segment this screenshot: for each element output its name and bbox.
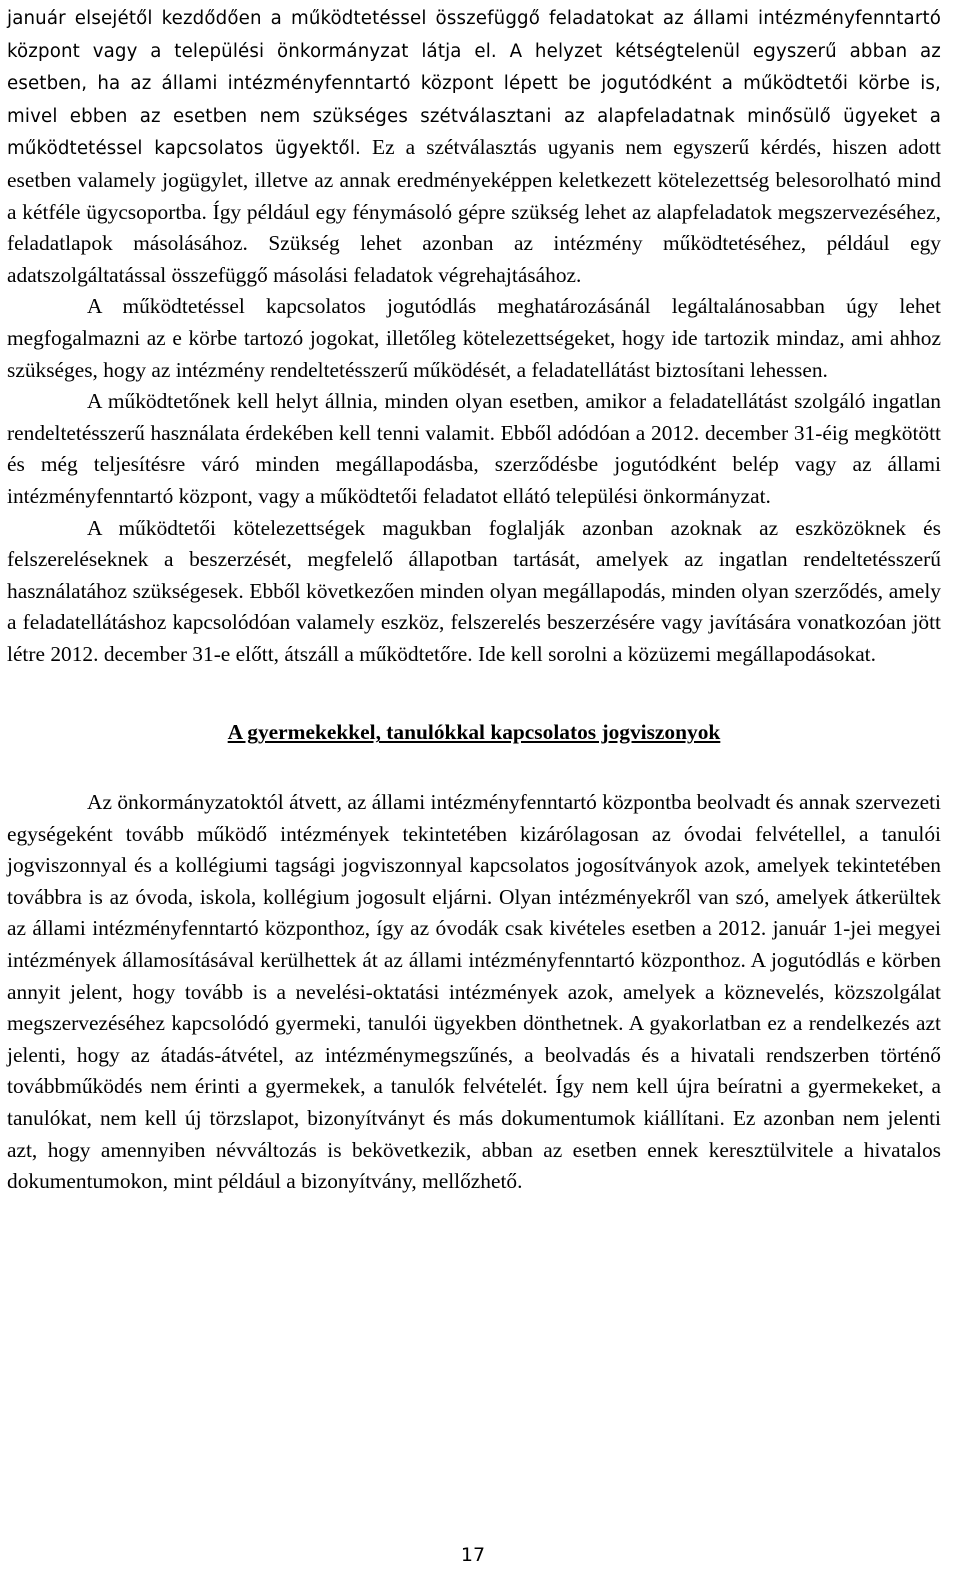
paragraph-5: Az önkormányzatoktól átvett, az állami intézményfenntartó központba beolvadt és annak szervezeti egységeként tovább működő intézmények tekintetében kizárólagosan az óvodai felvétellel, a tanulói jogviszonnyal és a kollégiumi tagsági jogviszonnyal kapcsolatos jogosítványok azok, amelyek tekintetében továbbra is az óvoda, iskola, kollégium jogosult eljárni. Olyan intézményekről van szó, amelyek átkerültek az állami intézményfenntartó központhoz, így az óvodák csak kivételes esetben a 2012. január 1-jei megyei intézmények államosításával kerülhettek át az állami intézményfenntartó központhoz. A jogutódlás e körben annyit jelent, hogy tovább is a nevelési-oktatási intézmények azok, amelyek a köznevelés, közszolgálat megszervezéséhez kapcsolódó gyermeki, tanulói ügyekben dönthetnek. A gyakorlatban ez a rendelkezés azt jelenti, hogy az átadás-átvétel, az intézménymegszűnés, a beolvadás és a hivatali rendszerben történő továbbműködés nem érinti a gyermekek, a tanulók felvételét. Így nem kell újra beíratni a gyermekeket, a tanulókat, nem kell új törzslapot, bizonyítványt és más dokumentumok kiállítani. Ez azonban nem jelenti azt, hogy amennyiben névváltozás is bekövetkezik, abban az esetben ennek keresztülvitele a hivatalos dokumentumokon, mint például a bizonyítvány, mellőzhető. <box>7 790 941 1194</box>
document-page <box>7 2 941 1198</box>
page-number: 17 <box>460 1544 486 1566</box>
paragraph-2: A működtetéssel kapcsolatos jogutódlás meghatározásánál legáltalánosabban úgy lehet megfogalmazni az e körbe tartozó jogokat, illetőleg kötelezettségeket, hogy ide tartozik mindaz, ami ahhoz szükséges, hogy az intézmény rendeltetésszerű működését, a feladatellátást biztosítani lehessen. <box>7 294 941 382</box>
paragraph-1-sans-text: január elsejétől kezdődően a működtetéssel összefüggő feladatokat az állami intézményfenntartó központ vagy a települési önkormányzat látja el. A helyzet kétségtelenül egyszerű abban az esetben, ha az állami intézményfenntartó központ lépett be jogutódként a működtetői körbe is, mivel ebben az esetben nem szükséges szétválasztani az alapfeladatnak minősülő ügyeket a működtetéssel kapcsolatos ügyektől. <box>7 8 941 160</box>
paragraph-4: A működtetői kötelezettségek magukban foglalják azonban azoknak az eszközöknek és felszereléseknek a beszerzését, megfelelő állapotban tartását, amelyek az ingatlan rendeltetésszerű használatához szükségesek. Ebből következően minden olyan megállapodás, minden olyan szerződés, amely a feladatellátáshoz kapcsolódóan valamely eszköz, felszerelés beszerzésére vagy javítására vonatkozóan jött létre 2012. december 31-e előtt, átszáll a működtetőre. Ide kell sorolni a közüzemi megállapodásokat. <box>7 515 941 666</box>
paragraph-1-serif-text: Ez a szétválasztás ugyanis nem egyszerű kérdés, hiszen adott esetben valamely jogügylet, illetve az annak eredményeképpen keletkezett kötelezettség belesorolható mind a kétféle ügycsoportba. Így például egy fénymásoló gépre szükség lehet az alapfeladatok megszervezéséhez, feladatlapok másolásához. Szükség lehet azonban az intézmény működtetéséhez, például egy adatszolgáltatással összefüggő másolási feladatok végrehajtásához. <box>7 135 941 287</box>
paragraph-1 <box>7 2 941 291</box>
section-heading: A gyermekekkel, tanulókkal kapcsolatos jogviszonyok <box>227 720 721 745</box>
paragraph-3: A működtetőnek kell helyt állnia, minden olyan esetben, amikor a feladatellátást szolgáló ingatlan rendeltetésszerű használata érdekében kell tenni valamit. Ebből adódóan a 2012. december 31-éig megkötött és még teljesítésre váró minden megállapodásba, szerződésbe jogutódként belép vagy az állami intézményfenntartó központ, vagy a működtetői feladatot ellátó települési önkormányzat. <box>7 389 941 508</box>
